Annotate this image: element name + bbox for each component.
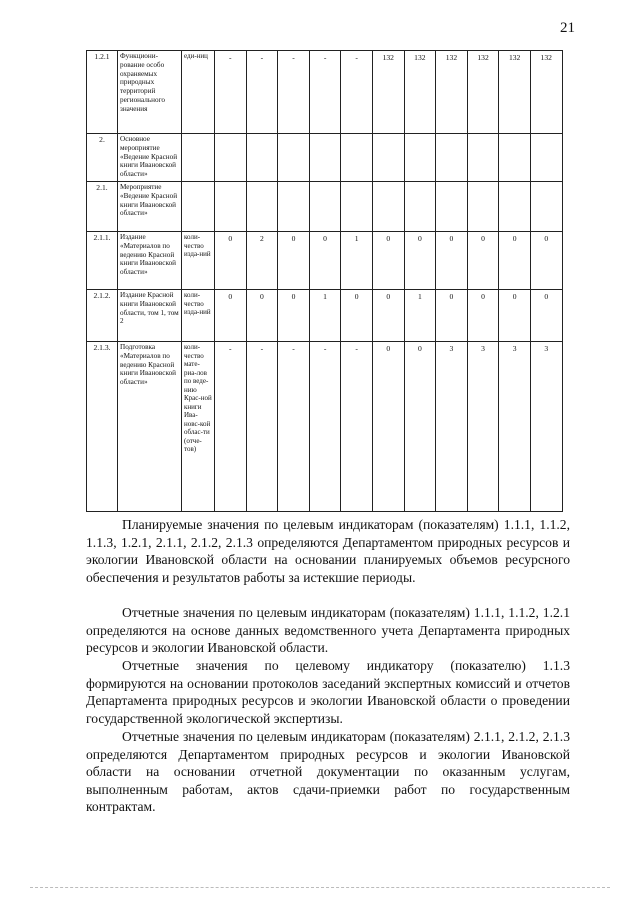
value-cell: 0 — [404, 232, 436, 290]
value-cell — [530, 182, 562, 232]
value-cell: 0 — [215, 232, 247, 290]
value-cell: 0 — [530, 232, 562, 290]
row-id: 2.1.3. — [87, 342, 118, 512]
value-cell: 2 — [246, 232, 278, 290]
value-cell — [246, 134, 278, 182]
value-cell: 132 — [404, 51, 436, 134]
table-row — [87, 342, 563, 512]
value-cell — [215, 182, 247, 232]
paragraph-reported-values-1: Отчетные значения по целевым индикаторам (показателям) 1.1.1, 1.1.2, 1.2.1 определяются на основе данных ведомственного учета Департамента природных ресурсов и экологии Ивановской области. — [86, 605, 570, 656]
table-row — [87, 134, 563, 182]
value-cell: 0 — [404, 342, 436, 512]
value-cell: 0 — [278, 232, 310, 290]
value-cell — [372, 134, 404, 182]
value-cell — [467, 134, 499, 182]
value-cell — [341, 134, 373, 182]
table-row — [87, 51, 563, 134]
value-cell — [309, 134, 341, 182]
paragraph-reported-values-2: Отчетные значения по целевому индикатору (показателю) 1.1.3 формируются на основании протоколов заседаний экспертных комиссий и отчетов Департамента природных ресурсов и экологии Ивановской области о проведении государственной экологической экспертизы. — [86, 658, 570, 726]
value-cell: - — [215, 51, 247, 134]
row-unit — [182, 134, 215, 182]
paragraph-reported-values-3: Отчетные значения по целевым индикаторам (показателям) 2.1.1, 2.1.2, 2.1.3 определяются Департаментом природных ресурсов и экологии Ивановской области на основании отчетной документации по оказанным услугам, выполненным работам, актов сдачи-приемки работ по государственным контрактам. — [86, 729, 570, 815]
value-cell: 0 — [372, 290, 404, 342]
value-cell — [278, 182, 310, 232]
value-cell — [246, 182, 278, 232]
value-cell: 3 — [467, 342, 499, 512]
row-unit: еди-ниц — [182, 51, 215, 134]
row-name: Подготовка «Материалов по ведению Красной книги Ивановской области» — [118, 342, 182, 512]
value-cell: 0 — [246, 290, 278, 342]
value-cell — [436, 182, 468, 232]
value-cell: - — [341, 51, 373, 134]
table-row — [87, 290, 563, 342]
value-cell: - — [246, 342, 278, 512]
value-cell — [341, 182, 373, 232]
value-cell: 3 — [499, 342, 531, 512]
row-id: 1.2.1 — [87, 51, 118, 134]
value-cell — [278, 134, 310, 182]
value-cell — [215, 134, 247, 182]
row-id: 2.1.1. — [87, 232, 118, 290]
value-cell: - — [246, 51, 278, 134]
value-cell — [404, 182, 436, 232]
row-name: Издание Красной книги Ивановской области, том 1, том 2 — [118, 290, 182, 342]
value-cell: 0 — [372, 232, 404, 290]
value-cell: 1 — [341, 232, 373, 290]
value-cell — [436, 134, 468, 182]
value-cell: 0 — [215, 290, 247, 342]
paragraph-planned-values: Планируемые значения по целевым индикаторам (показателям) 1.1.1, 1.1.2, 1.1.3, 1.2.1, 2.1.1, 2.1.2, 2.1.3 определяются Департаментом природных ресурсов и экологии Ивановской области на основании планируемых объемов ресурсного обеспечения и результатов работы за истекшие периоды. — [86, 517, 570, 585]
value-cell: 3 — [530, 342, 562, 512]
row-name: Функциони-рование особо охраняемых природных территорий регионального значения — [118, 51, 182, 134]
value-cell — [499, 134, 531, 182]
footer-divider — [30, 887, 610, 888]
value-cell: 0 — [499, 232, 531, 290]
value-cell: 0 — [341, 290, 373, 342]
value-cell: 0 — [530, 290, 562, 342]
indicators-table — [86, 50, 563, 512]
row-name: Основное мероприятие «Ведение Красной книги Ивановской области» — [118, 134, 182, 182]
value-cell — [404, 134, 436, 182]
value-cell: - — [309, 51, 341, 134]
row-name: Издание «Материалов по ведению Красной книги Ивановской области» — [118, 232, 182, 290]
row-id: 2. — [87, 134, 118, 182]
value-cell: 1 — [404, 290, 436, 342]
value-cell: 132 — [530, 51, 562, 134]
row-id: 2.1.2. — [87, 290, 118, 342]
table-row — [87, 182, 563, 232]
row-unit: коли-чество изда-ний — [182, 290, 215, 342]
table-row — [87, 232, 563, 290]
value-cell: 132 — [499, 51, 531, 134]
value-cell: 132 — [436, 51, 468, 134]
value-cell — [372, 182, 404, 232]
value-cell: 0 — [467, 232, 499, 290]
value-cell: 0 — [499, 290, 531, 342]
value-cell: 0 — [467, 290, 499, 342]
value-cell: - — [341, 342, 373, 512]
value-cell — [530, 134, 562, 182]
value-cell: - — [309, 342, 341, 512]
row-id: 2.1. — [87, 182, 118, 232]
row-unit: коли-чество изда-ний — [182, 232, 215, 290]
value-cell — [499, 182, 531, 232]
value-cell: - — [215, 342, 247, 512]
value-cell: - — [278, 51, 310, 134]
value-cell: 0 — [436, 232, 468, 290]
value-cell: 0 — [372, 342, 404, 512]
row-name: Мероприятие «Ведение Красной книги Ивановской области» — [118, 182, 182, 232]
row-unit: коли-чество мате-риа-лов по веде-нию Крас-ной книги Ива-новс-кой облас-ти (отче-тов) — [182, 342, 215, 512]
value-cell: 0 — [309, 232, 341, 290]
row-unit — [182, 182, 215, 232]
value-cell: 1 — [309, 290, 341, 342]
value-cell — [467, 182, 499, 232]
page-number: 21 — [560, 20, 575, 36]
value-cell: 0 — [278, 290, 310, 342]
value-cell: 132 — [372, 51, 404, 134]
value-cell: 3 — [436, 342, 468, 512]
value-cell — [309, 182, 341, 232]
value-cell: 132 — [467, 51, 499, 134]
value-cell: 0 — [436, 290, 468, 342]
value-cell: - — [278, 342, 310, 512]
